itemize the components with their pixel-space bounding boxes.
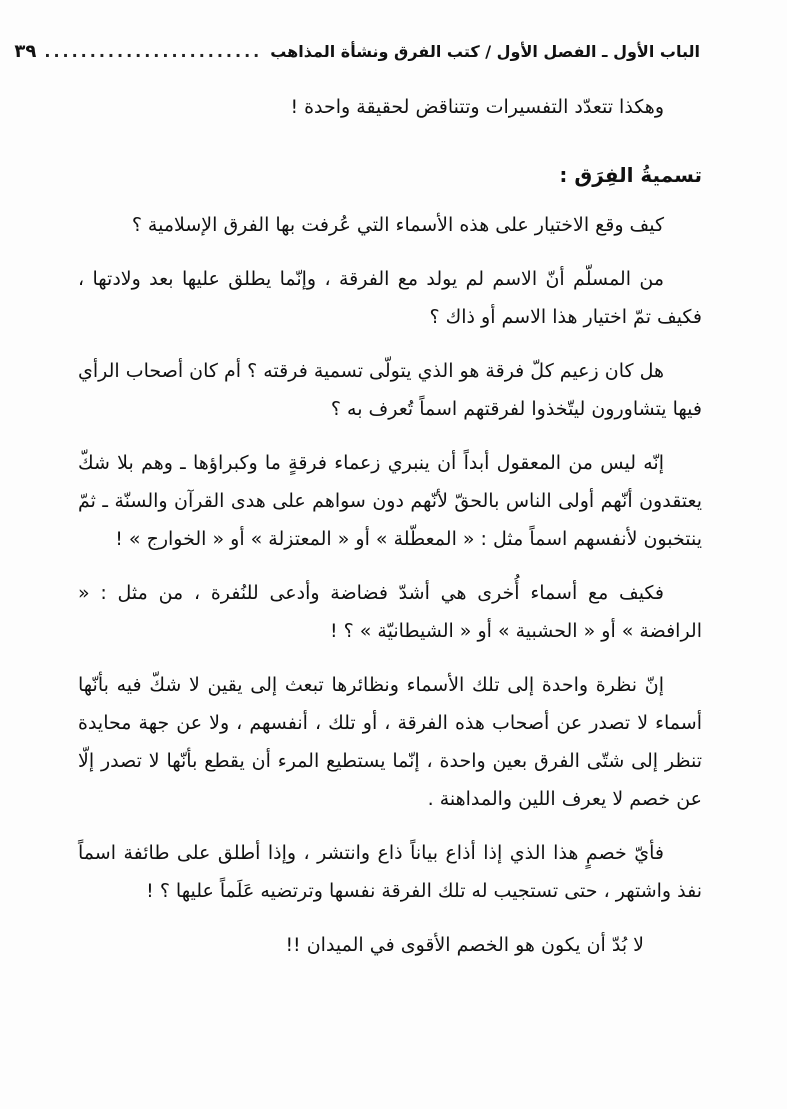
paragraph-2: كيف وقع الاختيار على هذه الأسماء التي عُرفت بها الفرق الإسلامية ؟ [131,214,664,236]
section-heading: تسميةُ الفِرَق : [559,163,702,187]
leader-dots: ........................ [44,41,263,61]
paragraph-3: من المسلّم أنّ الاسم لم يولد مع الفرقة ، وإنّما يطلق عليها بعد ولادتها ، فكيف تمّ اختيار هذا الاسم أو ذاك ؟ [78,268,702,328]
paragraph-9: لا بُدّ أن يكون هو الخصم الأقوى في الميدان !! [285,934,644,956]
paragraph-1: وهكذا تتعدّد التفسيرات وتتناقض لحقيقة واحدة ! [290,96,664,118]
paragraph-4: هل كان زعيم كلّ فرقة هو الذي يتولّى تسمية فرقته ؟ أم كان أصحاب الرأي فيها يتشاورون ليتّخذوا لفرقتهم اسماً تُعرف به ؟ [78,360,702,420]
paragraph-7: إنّ نظرة واحدة إلى تلك الأسماء ونظائرها تبعث إلى يقين لا شكّ فيه بأنّها أسماء لا تصدر عن أصحاب هذه الفرقة ، أو تلك ، أنفسهم ، ولا عن جهة محايدة تنظر إلى شتّى الفرق بعين واحدة ، إنّما يستطيع المرء أن يقطع بأنّها لا تصدر إلّا عن خصم لا يعرف اللين والمداهنة . [78,674,702,810]
page-number: ٣٩ [14,40,37,62]
paragraph-5: إنّه ليس من المعقول أبداً أن ينبري زعماء فرقةٍ ما وكبراؤها ـ وهم بلا شكّ يعتقدون أنّهم أولى الناس بالحقّ لأنّهم دون سواهم على هدى القرآن والسنّة ـ ثمّ ينتخبون لأنفسهم اسماً مثل : « المعطّلة » أو « المعتزلة » أو « الخوارج » ! [78,452,702,550]
paragraph-8: فأيّ خصمٍ هذا الذي إذا أذاع بياناً ذاع وانتشر ، وإذا أطلق على طائفة اسماً نفذ واشتهر ، حتى تستجيب له تلك الفرقة نفسها وترتضيه عَلَماً عليها ؟ ! [78,842,702,902]
paragraph-6: فكيف مع أسماء أُخرى هي أشدّ فضاضة وأدعى للنُفرة ، من مثل : « الرافضة » أو « الحشبية » أو « الشيطانيّة » ؟ ! [78,582,702,642]
page-body [78,88,702,980]
running-header [14,34,700,68]
running-title: الباب الأول ـ الفصل الأول / كتب الفرق ونشأة المذاهب [270,41,700,61]
